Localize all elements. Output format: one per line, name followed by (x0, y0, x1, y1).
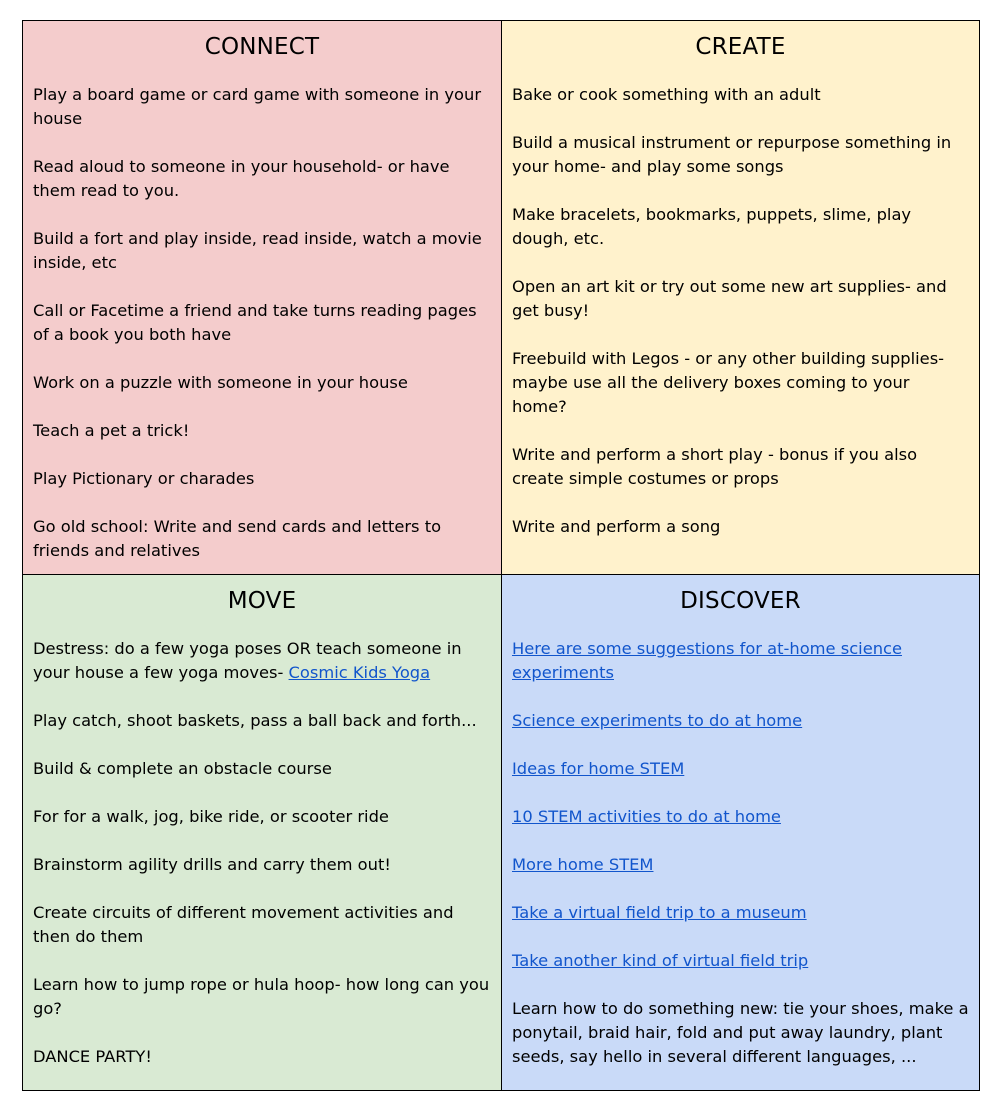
list-item: Write and perform a song (512, 517, 721, 536)
create-list (512, 83, 969, 539)
list-item: Build a fort and play inside, read inside, watch a movie inside, etc (33, 229, 482, 272)
activity-grid (22, 20, 980, 1091)
list-item: Work on a puzzle with someone in your house (33, 373, 408, 392)
cosmic-kids-yoga-link[interactable]: Cosmic Kids Yoga (288, 663, 431, 682)
learn-something-new-item: Learn how to do something new: tie your shoes, make a ponytail, braid hair, fold and put away laundry, plant seeds, say hello in several different languages, ... (512, 999, 969, 1066)
science-suggestions-link[interactable]: Here are some suggestions for at-home science experiments (512, 639, 902, 682)
list-item: Write and perform a short play - bonus if you also create simple costumes or props (512, 445, 918, 488)
list-item (512, 709, 969, 733)
list-item (33, 637, 491, 685)
stem-activities-link[interactable]: 10 STEM activities to do at home (512, 807, 781, 826)
yoga-text: Destress: do a few yoga poses OR teach someone in your house a few yoga moves- (33, 639, 462, 682)
list-item: Bake or cook something with an adult (512, 85, 821, 104)
list-item (512, 805, 969, 829)
virtual-museum-trip-link[interactable]: Take a virtual field trip to a museum (512, 903, 807, 922)
list-item: Build & complete an obstacle course (33, 759, 332, 778)
discover-title: DISCOVER (680, 588, 801, 614)
move-section (23, 575, 502, 1090)
connect-list (33, 83, 491, 563)
connect-title: CONNECT (204, 34, 320, 60)
list-item: Play Pictionary or charades (33, 469, 255, 488)
create-section (502, 21, 979, 575)
list-item (512, 901, 969, 925)
move-title: MOVE (227, 588, 297, 614)
list-item: Freebuild with Legos - or any other building supplies- maybe use all the delivery boxes coming to your home? (512, 349, 945, 416)
create-title: CREATE (695, 34, 786, 60)
list-item: Make bracelets, bookmarks, puppets, slime, play dough, etc. (512, 205, 912, 248)
list-item: Go old school: Write and send cards and letters to friends and relatives (33, 517, 442, 560)
list-item: Brainstorm agility drills and carry them out! (33, 855, 391, 874)
virtual-field-trip-link[interactable]: Take another kind of virtual field trip (512, 951, 809, 970)
dance-party-item: DANCE PARTY! (33, 1047, 152, 1066)
discover-section (502, 575, 979, 1090)
more-home-stem-link[interactable]: More home STEM (512, 855, 654, 874)
list-item: Play a board game or card game with someone in your house (33, 85, 482, 128)
list-item: Teach a pet a trick! (33, 421, 190, 440)
science-experiments-link[interactable]: Science experiments to do at home (512, 711, 803, 730)
list-item: Read aloud to someone in your household- or have them read to you. (33, 157, 450, 200)
list-item: Build a musical instrument or repurpose something in your home- and play some songs (512, 133, 952, 176)
discover-list (512, 637, 969, 1069)
list-item (512, 853, 969, 877)
list-item: Create circuits of different movement activities and then do them (33, 903, 454, 946)
list-item: For for a walk, jog, bike ride, or scooter ride (33, 807, 389, 826)
list-item: Learn how to jump rope or hula hoop- how long can you go? (33, 975, 490, 1018)
list-item (512, 637, 969, 685)
home-stem-ideas-link[interactable]: Ideas for home STEM (512, 759, 685, 778)
list-item (512, 949, 969, 973)
connect-section (23, 21, 502, 575)
list-item: Call or Facetime a friend and take turns reading pages of a book you both have (33, 301, 477, 344)
move-list (33, 637, 491, 1069)
list-item: Play catch, shoot baskets, pass a ball back and forth... (33, 711, 477, 730)
list-item: Open an art kit or try out some new art supplies- and get busy! (512, 277, 947, 320)
list-item (512, 757, 969, 781)
